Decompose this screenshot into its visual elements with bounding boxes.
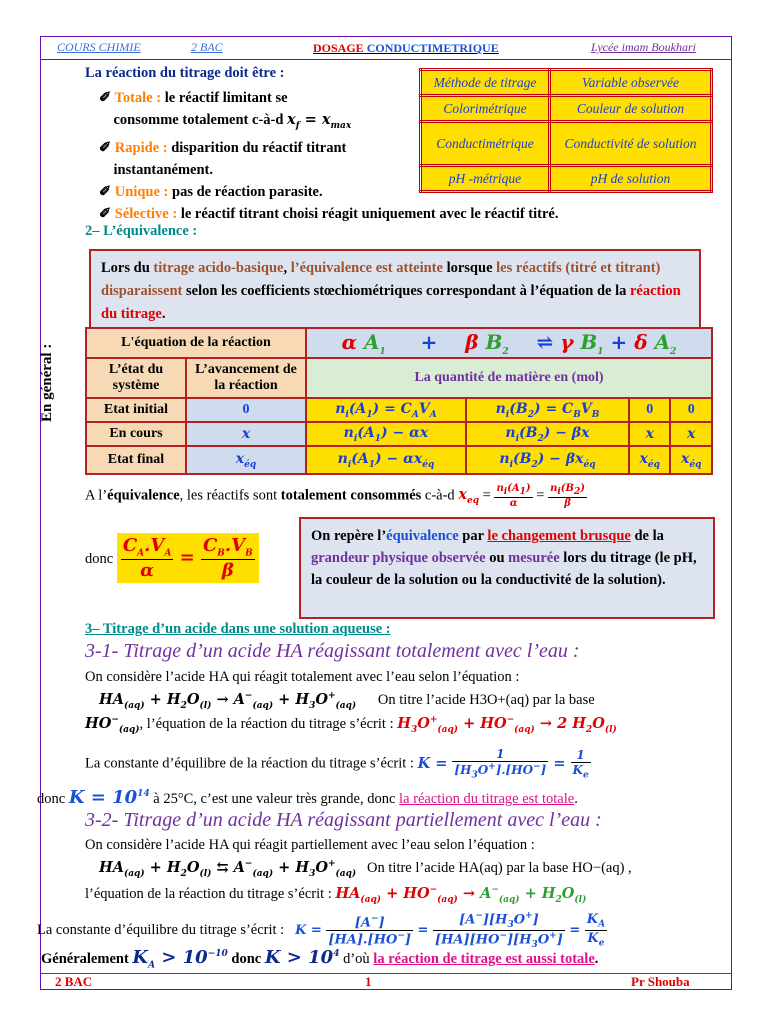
intro-title: La réaction du titrage doit être : xyxy=(85,65,285,81)
footer-author: Pr Shouba xyxy=(631,974,690,989)
s32-line-1: On considère l’acide HA qui réagit partiellement avec l’eau selon l’équation : xyxy=(85,837,535,853)
class-label: 2 BAC xyxy=(191,40,223,54)
school-label: Lycée imam Boukhari xyxy=(591,40,696,54)
equivalence-title: 2– L’équivalence : xyxy=(85,223,198,239)
s31-titration-equation: $HO^-_{(aq)}$, l’équation de la réaction du titrage s’écrit : $H_3O^+_{(aq)} + HO^-_{(aq)} \to 2$ $H_2O_{(l)}$ xyxy=(85,715,617,735)
s32-titration-equation: l’équation de la réaction du titrage s’écrit : $HA_{(aq)} + HO^-_{(aq)} \to A^-_{(aq)} + H_2O_{(l)}$ xyxy=(85,885,587,905)
page-title: DOSAGE CONDUCTIMETRIQUE xyxy=(313,41,499,55)
page-header xyxy=(41,37,731,60)
s32-constant: La constante d’équilibre du titrage s’écrit : K = $\frac{[A^-]}{[HA].[HO^-]}$ = $\frac{[A^-][H_3O^+]}{[HA][HO^-][H_3O^+]}$ = $\frac{K_A}{K_e}$ xyxy=(37,911,606,950)
s32-conclusion: Généralement $K_A > 10^{-10}$ donc $K > 10^4$ d’où la réaction de titrage est aussi totale. xyxy=(41,947,599,971)
document-page xyxy=(37,36,732,990)
intro-list: ✐ Totale : le réactif limitant se consomme totalement c-à-d $x_f = x_{max}$ ✐ Rapide : disparition du réactif titrant instantanément. ✐ Unique : pas de réaction parasite. ✐ Sélective : le réactif titrant choisi réagit uniquement avec le réactif titré. xyxy=(99,90,559,222)
equivalence-condition: A l’équivalence, les réactifs sont totalement consommés c-à-d $x_{eq}$ = $\frac{n_i(A_1)}{\alpha}$ = $\frac{n_i(B_2)}{\beta}$ xyxy=(85,483,585,509)
equivalence-relation: donc $\frac{C_A.V_A}{\alpha}$ = $\frac{C_B.V_B}{\beta}$ xyxy=(85,533,259,583)
page-number: 1 xyxy=(365,974,372,989)
s31-conclusion: donc $K = 10^{14}$ à 25°C, c’est une valeur très grande, donc la réaction du titrage est totale. xyxy=(37,787,578,808)
s31-reaction: $HA_{(aq)} + H_2O_{(l)} \to A^-_{(aq)} + H_3O^+_{(aq)}$ On titre l’acide H3O+(aq) par la base xyxy=(99,691,595,711)
advancement-table: L'équation de la réaction α $A_1$ + β $B_2$ ⇌ γ $B_1 + \delta$ $A_2$ L’état du système L’avancement de la réaction La quantité de matière en (mol) Etat initial 0 $n_i(A_1) = C_AV_A$ $n_i(B_2) = C_BV_B$ 0 0 En cours x $n_i(A_1) - \alpha x$ $n_i(B_2) - \beta x$ x x Etat final $x_{éq}$ $n_i(A_1) - \alpha x_{éq}$ $n_i(B_2) - \beta x_{éq}$ $x_{éq}$ $x_{éq}$ xyxy=(85,327,713,475)
equivalence-detection-box: On repère l’équivalence par le changement brusque de la grandeur physique observée ou mesurée lors du titrage (le pH, la couleur de la solution ou la conductivité de la solution). xyxy=(299,517,715,619)
section-3-1-title: 3-1- Titrage d’un acide HA réagissant totalement avec l’eau : xyxy=(85,640,580,662)
section-3-2-title: 3-2- Titrage d’un acide HA réagissant partiellement avec l’eau : xyxy=(85,809,602,831)
footer-class: 2 BAC xyxy=(55,974,93,989)
methods-table: Méthode de titrage Variable observée Colorimétrique Couleur de solution Conductimétrique Conductivité de solution pH -métrique pH de solution xyxy=(419,68,713,193)
side-label: En général : xyxy=(39,343,55,422)
equivalence-definition-box: Lors du titrage acido-basique, l’équivalence est atteinte lorsque les réactifs (titré et titrant) disparaissent selon les coefficients stœchiométriques correspondant à l’équation de la réaction du titrage. xyxy=(89,249,701,335)
page-footer xyxy=(41,973,731,990)
course-label: COURS CHIMIE xyxy=(57,40,141,54)
section-3-title: 3– Titrage d’un acide dans une solution aqueuse : xyxy=(85,621,391,637)
s31-line-1: On considère l’acide HA qui réagit totalement avec l’eau selon l’équation : xyxy=(85,669,520,685)
s31-constant: La constante d’équilibre de la réaction du titrage s’écrit : K = $\frac{1}{[H_3O^+].[HO^-]}$ = $\frac{1}{K_e}$ xyxy=(85,747,589,781)
s32-reaction: $HA_{(aq)} + H_2O_{(l)}$ ⇆ $A^-_{(aq)} + H_3O^+_{(aq)}$ On titre l’acide HA(aq) par la base HO−(aq) , xyxy=(99,859,632,879)
